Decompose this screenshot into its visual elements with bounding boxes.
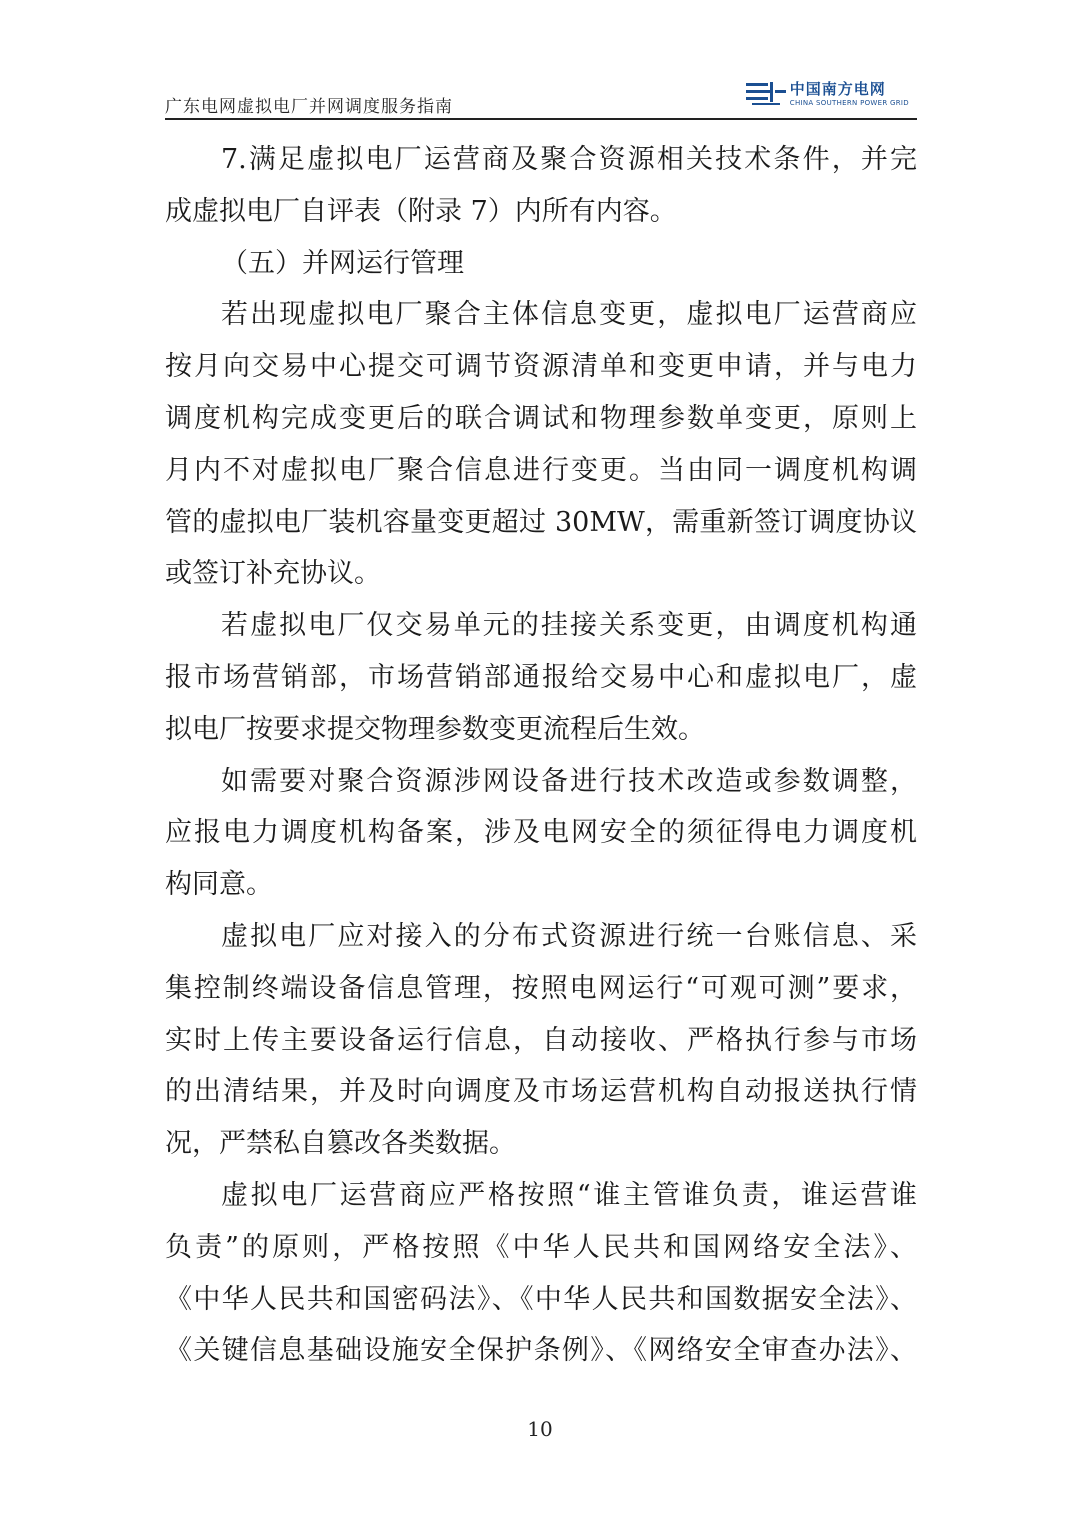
text-line: 应报电力调度机构备案，涉及电网安全的须征得电力调度机 bbox=[165, 817, 917, 849]
text-line: 虚拟电厂运营商应严格按照“谁主管谁负责，谁运营谁 bbox=[221, 1179, 917, 1211]
text-line: 按月向交易中心提交可调节资源清单和变更申请，并与电力 bbox=[165, 351, 917, 383]
text-line: 拟电厂按要求提交物理参数变更流程后生效。 bbox=[165, 713, 705, 745]
text-line: 管的虚拟电厂装机容量变更超过 30MW，需重新签订调度协议 bbox=[165, 506, 917, 538]
text-line: 报市场营销部，市场营销部通报给交易中心和虚拟电厂，虚 bbox=[165, 661, 917, 693]
csg-logo bbox=[746, 76, 909, 112]
text-line: 若出现虚拟电厂聚合主体信息变更，虚拟电厂运营商应 bbox=[221, 299, 917, 331]
text-line: 若虚拟电厂仅交易单元的挂接关系变更，由调度机构通 bbox=[221, 610, 917, 642]
section-heading: （五）并网运行管理 bbox=[221, 247, 464, 279]
page-body bbox=[165, 134, 917, 1377]
text-line: 《关键信息基础设施安全保护条例》、《网络安全审查办法》、 bbox=[165, 1335, 917, 1367]
text-line: 虚拟电厂应对接入的分布式资源进行统一台账信息、采 bbox=[221, 920, 917, 952]
text-line: 的出清结果，并及时向调度及市场运营机构自动报送执行情 bbox=[165, 1076, 917, 1108]
logo-chinese-name: 中国南方电网 bbox=[789, 79, 886, 98]
page-number: 10 bbox=[527, 1417, 553, 1441]
header-divider bbox=[165, 118, 917, 120]
text-line: 实时上传主要设备运行信息，自动接收、严格执行参与市场 bbox=[165, 1024, 917, 1056]
csg-logo-icon bbox=[746, 80, 786, 108]
page-header bbox=[165, 62, 917, 118]
header-title: 广东电网虚拟电厂并网调度服务指南 bbox=[165, 97, 453, 117]
text-line: 《中华人民共和国密码法》、《中华人民共和国数据安全法》、 bbox=[165, 1283, 917, 1315]
text-line: 成虚拟电厂自评表（附录 7）内所有内容。 bbox=[165, 195, 677, 227]
text-line: 或签订补充协议。 bbox=[165, 558, 381, 590]
text-line: 调度机构完成变更后的联合调试和物理参数单变更，原则上 bbox=[165, 402, 917, 434]
logo-english-name: CHINA SOUTHERN POWER GRID bbox=[789, 98, 909, 107]
text-line: 集控制终端设备信息管理，按照电网运行“可观可测”要求， bbox=[165, 972, 917, 1004]
text-line: 如需要对聚合资源涉网设备进行技术改造或参数调整， bbox=[221, 765, 917, 797]
text-line: 负责”的原则，严格按照《中华人民共和国网络安全法》、 bbox=[165, 1231, 917, 1263]
text-line: 构同意。 bbox=[165, 869, 273, 901]
text-line: 月内不对虚拟电厂聚合信息进行变更。当由同一调度机构调 bbox=[165, 454, 917, 486]
text-line: 7.满足虚拟电厂运营商及聚合资源相关技术条件，并完 bbox=[221, 144, 917, 175]
text-line: 况，严禁私自篡改各类数据。 bbox=[165, 1128, 516, 1160]
